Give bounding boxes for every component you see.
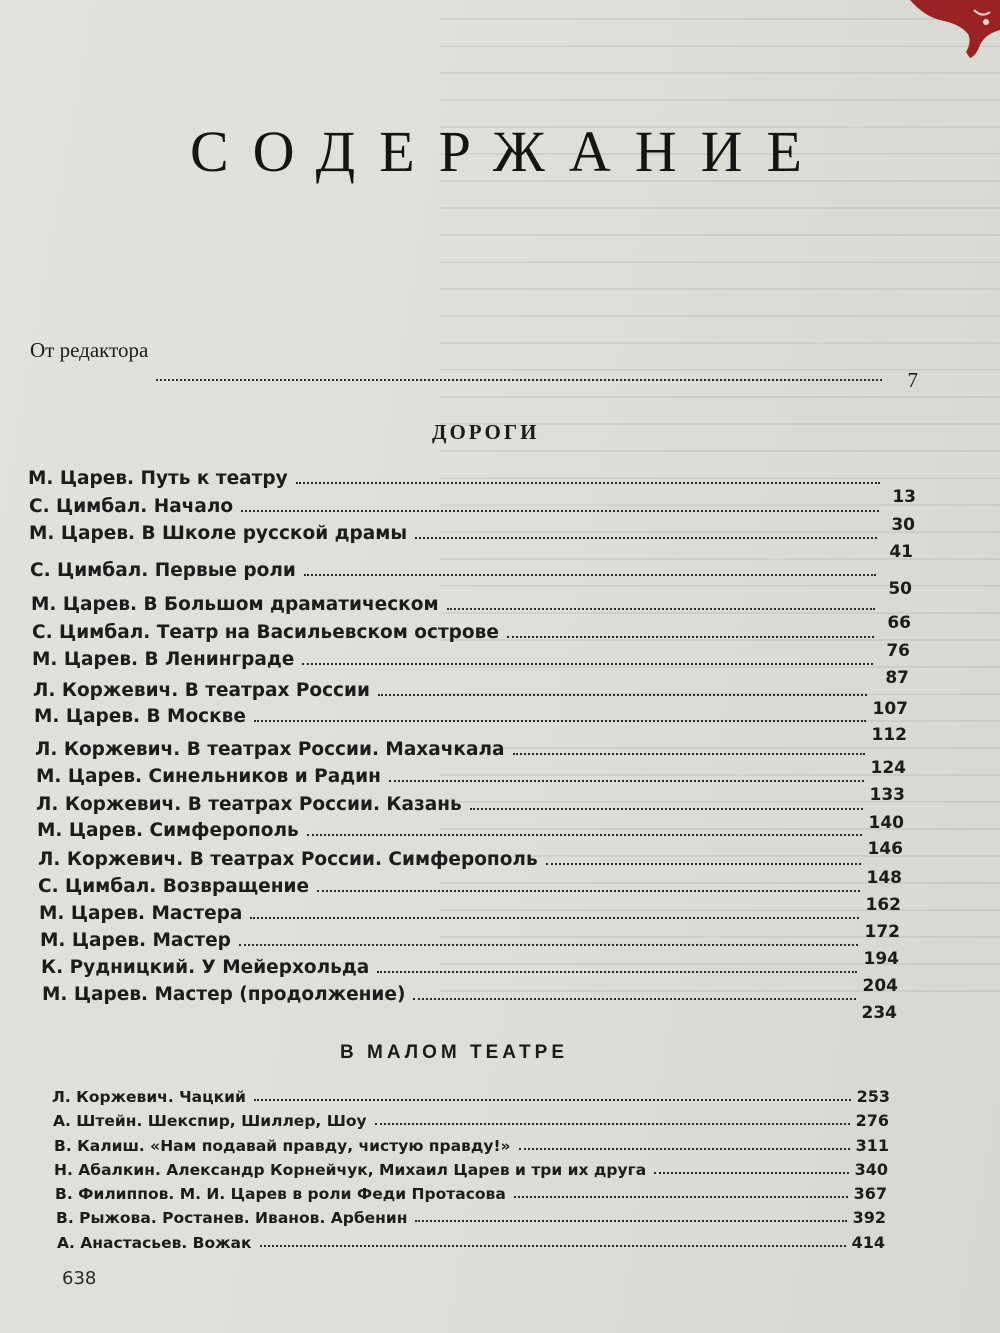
toc-entry[interactable] <box>55 1184 887 1203</box>
toc-entry[interactable] <box>57 1233 885 1252</box>
leader-dots <box>304 573 876 576</box>
toc-entry-page: 13 <box>892 487 916 507</box>
leader-dots <box>317 889 860 892</box>
leader-dots <box>413 997 855 1000</box>
toc-entry-label: М. Царев. В Школе русской драмы <box>29 523 408 544</box>
toc-entry-page: 253 <box>856 1087 890 1106</box>
toc-entry-page: 367 <box>853 1184 887 1203</box>
leader-dots <box>156 378 882 381</box>
leader-dots <box>519 1147 850 1150</box>
toc-entry-label: М. Царев. Мастер (продолжение) <box>42 984 406 1005</box>
corner-ornament-icon <box>890 0 1000 70</box>
leader-dots <box>375 1122 850 1125</box>
toc-entry[interactable] <box>52 1087 890 1106</box>
leader-dots <box>239 943 858 946</box>
toc-entry-page: 7 <box>907 368 918 392</box>
section-heading-maly-theatre: В МАЛОМ ТЕАТРЕ <box>340 1042 569 1063</box>
toc-entry[interactable] <box>32 649 909 688</box>
toc-entry-page: 392 <box>852 1208 886 1227</box>
toc-entry-label: Л. Коржевич. В театрах России. Симферополь <box>38 849 538 870</box>
toc-entry-page: 30 <box>891 515 915 535</box>
toc-entry-page: 311 <box>855 1136 889 1155</box>
toc-entry-label: В. Филиппов. М. И. Царев в роли Феди Протасова <box>55 1185 506 1203</box>
toc-entry-label: В. Калиш. «Нам подавай правду, чистую правду!» <box>54 1137 511 1155</box>
toc-entry-label: От редактора <box>30 338 149 362</box>
toc-entry-label: С. Цимбал. Возвращение <box>38 876 309 897</box>
toc-entry-page: 133 <box>869 785 905 805</box>
toc-entry-page: 204 <box>862 976 898 996</box>
toc-entry[interactable] <box>34 706 907 745</box>
leader-dots <box>507 635 874 638</box>
toc-entry-page: 107 <box>872 699 908 719</box>
toc-entry[interactable] <box>30 560 912 599</box>
toc-entry-page: 146 <box>867 839 903 859</box>
leader-dots <box>260 1244 846 1247</box>
leader-dots <box>254 1098 851 1101</box>
toc-entry-editor[interactable] <box>30 338 918 392</box>
toc-entry-label: С. Цимбал. Начало <box>29 496 234 517</box>
leader-dots <box>302 662 873 665</box>
toc-entry-label: А. Штейн. Шекспир, Шиллер, Шоу <box>53 1112 367 1130</box>
toc-entry-page: 87 <box>885 668 909 688</box>
toc-entry-label: Л. Коржевич. В театрах России. Казань <box>36 794 462 815</box>
leader-dots <box>241 509 879 512</box>
toc-entry-page: 140 <box>868 813 904 833</box>
leader-dots <box>513 752 865 755</box>
toc-entry[interactable] <box>42 984 897 1023</box>
toc-entry-page: 234 <box>861 1003 897 1023</box>
section-heading-roads: ДОРОГИ <box>432 420 540 444</box>
leader-dots <box>447 607 875 610</box>
toc-entry-page: 162 <box>865 895 901 915</box>
page-title: СОДЕРЖАНИЕ <box>190 119 826 184</box>
leader-dots <box>254 719 866 722</box>
toc-entry-label: М. Царев. Путь к театру <box>28 468 288 489</box>
toc-entry-page: 124 <box>870 758 906 778</box>
leader-dots <box>307 833 862 836</box>
toc-entry-label: С. Цимбал. Первые роли <box>30 560 296 581</box>
toc-entry-page: 414 <box>851 1233 885 1252</box>
toc-entry-page: 148 <box>866 868 902 888</box>
leader-dots <box>546 862 861 865</box>
leader-dots <box>514 1195 848 1198</box>
toc-entry-label: К. Рудницкий. У Мейерхольда <box>41 957 370 978</box>
toc-entry-page: 276 <box>855 1111 889 1130</box>
toc-entry[interactable] <box>56 1208 886 1227</box>
toc-entry-label: М. Царев. В Москве <box>34 706 246 727</box>
page-number: 638 <box>62 1268 97 1289</box>
toc-entry-label: Л. Коржевич. В театрах России. Махачкала <box>35 739 505 760</box>
toc-entry-label: М. Царев. В Большом драматическом <box>31 594 439 615</box>
toc-entry-label: А. Анастасьев. Вожак <box>57 1234 252 1252</box>
toc-entry-label: В. Рыжова. Ростанев. Иванов. Арбенин <box>56 1209 408 1227</box>
toc-entry[interactable] <box>54 1136 889 1155</box>
toc-entry[interactable] <box>39 903 900 942</box>
leader-dots <box>378 693 867 696</box>
toc-entry[interactable] <box>37 820 903 859</box>
leader-dots <box>377 970 856 973</box>
leader-dots <box>470 807 863 810</box>
toc-entry-page: 76 <box>886 641 910 661</box>
leader-dots <box>250 916 858 919</box>
leader-dots <box>415 536 877 539</box>
leader-dots <box>389 779 864 782</box>
leader-dots <box>296 481 880 484</box>
toc-entry[interactable] <box>53 1111 889 1130</box>
toc-entry-page: 50 <box>888 579 912 599</box>
toc-entry[interactable] <box>29 523 913 562</box>
toc-entry-label: М. Царев. Мастер <box>40 930 231 951</box>
toc-entry-label: Л. Коржевич. Чацкий <box>52 1088 246 1106</box>
toc-entry-page: 172 <box>864 922 900 942</box>
leader-dots <box>415 1219 846 1222</box>
leader-dots <box>654 1171 848 1174</box>
toc-entry-page: 194 <box>863 949 899 969</box>
toc-entry-label: Н. Абалкин. Александр Корнейчук, Михаил Царев и три их друга <box>54 1161 647 1179</box>
toc-entry-label: Л. Коржевич. В театрах России <box>33 680 370 701</box>
toc-entry-label: М. Царев. Мастера <box>39 903 243 924</box>
toc-entry-label: М. Царев. Симферополь <box>37 820 299 841</box>
toc-entry-label: М. Царев. В Ленинграде <box>32 649 295 670</box>
toc-entry-label: М. Царев. Синельников и Радин <box>36 766 381 787</box>
toc-entry-page: 340 <box>854 1160 888 1179</box>
toc-entry-page: 112 <box>871 725 907 745</box>
toc-entry-label: С. Цимбал. Театр на Васильевском острове <box>32 622 499 643</box>
toc-entry[interactable] <box>54 1160 888 1179</box>
toc-entry-page: 41 <box>889 542 913 562</box>
toc-entry-page: 66 <box>887 613 911 633</box>
